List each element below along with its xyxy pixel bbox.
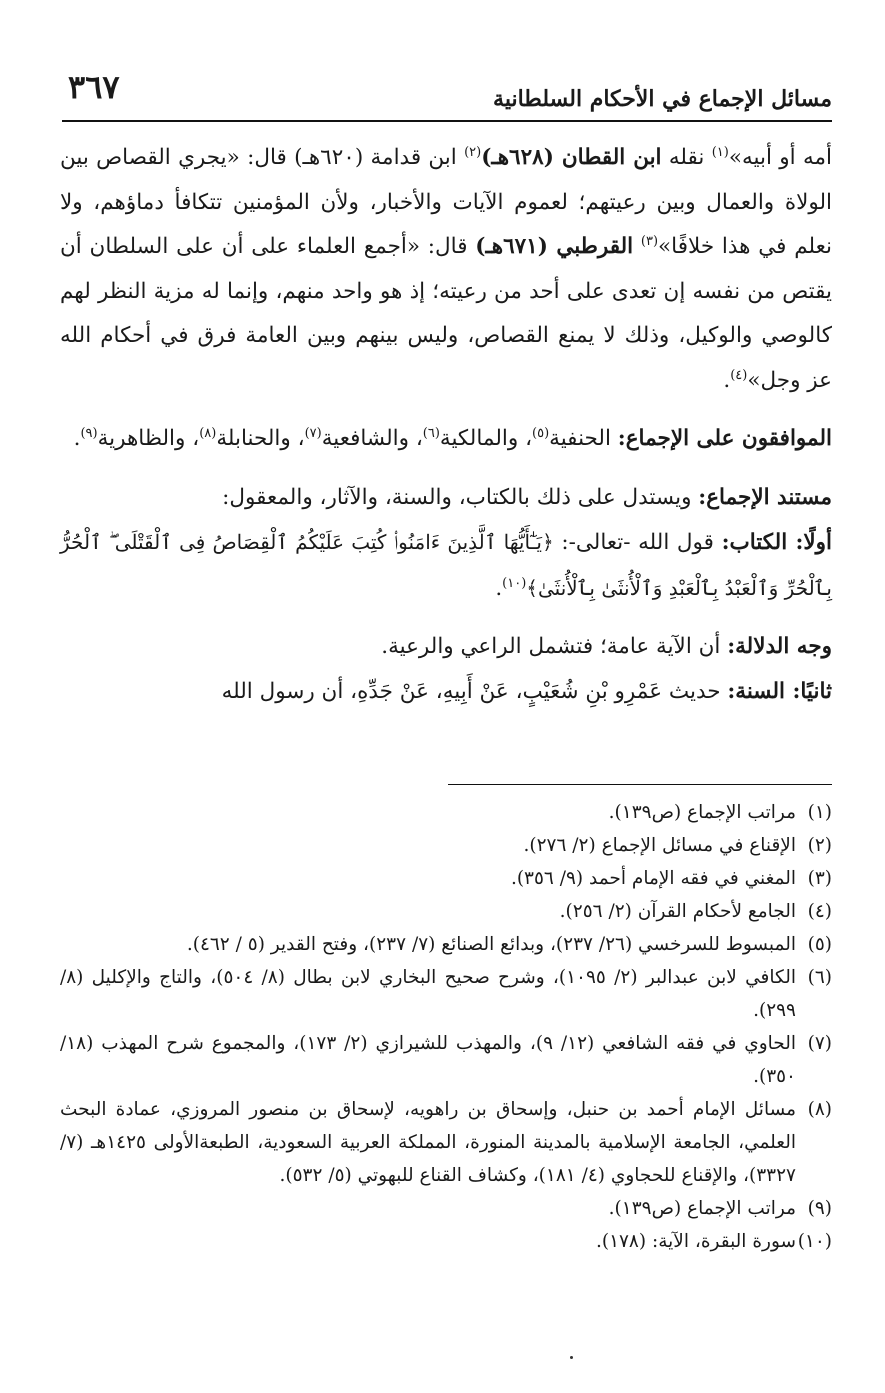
- footnote-number: (٧): [807, 1033, 832, 1054]
- footnote-item: [60, 1192, 832, 1225]
- footnote-text: الجامع لأحكام القرآن (٢/ ٢٥٦).: [559, 901, 796, 922]
- footnote-number: (٦): [807, 967, 832, 988]
- footnote-text: مراتب الإجماع (ص١٣٩).: [608, 802, 796, 823]
- page-number: ٣٦٧: [68, 68, 120, 106]
- section-heading: الموافقون على الإجماع:: [617, 426, 832, 451]
- footnote-item: [60, 829, 832, 862]
- scholar-name: القرطبي (٦٧١هـ): [475, 234, 634, 259]
- footnote-number: (١٠): [797, 1231, 832, 1252]
- footnote-ref: (١٠): [502, 575, 527, 591]
- footnote-item: [60, 895, 832, 928]
- footnote-ref: (٧): [304, 425, 322, 441]
- paragraph-evidence: وجه الدلالة: أن الآية عامة؛ فتشمل الراعي والرعية.: [381, 634, 832, 659]
- footnote-item: [60, 1093, 832, 1192]
- footnote-ref: (٤): [730, 367, 748, 383]
- paragraph-quran: أولًا: الكتاب: قول الله -تعالى-: ﴿يَـٰٓأَيُّهَا ٱلَّذِينَ ءَامَنُوا۟ كُتِبَ عَلَيْكُمُ ٱلْقِصَاصُ فِى ٱلْقَتْلَى ۖ ٱلْحُرُّ بِٱلْحُرِّ وَٱلْعَبْدُ بِٱلْعَبْدِ وَٱلْأُنثَىٰ بِٱلْأُنثَىٰ﴾$^{(١٠)}$.: [60, 530, 833, 601]
- footnote-ref: (٨): [199, 425, 217, 441]
- section-heading: ثانيًا: السنة:: [727, 678, 832, 704]
- section-heading: وجه الدلالة:: [727, 634, 832, 659]
- footnote-item: [60, 928, 832, 961]
- footnote-number: (٨): [807, 1099, 832, 1120]
- footnote-ref: (٢): [464, 144, 482, 160]
- footnote-number: (٥): [807, 934, 832, 955]
- footnote-text: مسائل الإمام أحمد بن حنبل، وإسحاق بن راهويه، لإسحاق بن منصور المروزي، عمادة البحث العلمي، الجامعة الإسلامية بالمدينة المنورة، المملكة العربية السعودية، الطبعةالأولى ١٤٢٥هـ (٧/ ٣٣٢٧)، والإقناع للحجاوي (٤/ ١٨١)، وكشاف القناع للبهوتي (٥/ ٥٣٢).: [60, 1099, 797, 1186]
- footnotes: [60, 796, 832, 1258]
- running-title: مسائل الإجماع في الأحكام السلطانية: [493, 86, 832, 112]
- footnote-number: (٤): [807, 901, 832, 922]
- footnote-text: مراتب الإجماع (ص١٣٩).: [608, 1198, 796, 1219]
- footnote-item: [60, 862, 832, 895]
- quran-verse: ﴿يَـٰٓأَيُّهَا ٱلَّذِينَ ءَامَنُوا۟ كُتِبَ عَلَيْكُمُ ٱلْقِصَاصُ فِى ٱلْقَتْلَى ۖ ٱلْحُرُّ بِٱلْحُرِّ وَٱلْعَبْدُ بِٱلْعَبْدِ وَٱلْأُنثَىٰ بِٱلْأُنثَىٰ﴾: [60, 530, 832, 600]
- footnote-item: [60, 1225, 832, 1258]
- footnote-item: [60, 1027, 832, 1093]
- paragraph-ijma-quotes: أمه أو أبيه»$^{(١)}$ نقله ابن القطان (٦٢٨هـ)$^{(٢)}$ ابن قدامة (٦٢٠هـ) قال: «يجري القصاص بين الولاة والعمال وبين رعيتهم؛ لعموم الآيات والأخبار، ولأن المؤمنين تتكافأ دماؤهم، ولا نعلم في هذا خلافًا»$^{(٣)}$ القرطبي (٦٧١هـ) قال: «أجمع العلماء على أن على السلطان أن يقتص من نفسه إن تعدى على أحد من رعيته؛ إذ هو واحد منهم، وإنما له مزية النظر لهم كالوصي والوكيل، وذلك لا يمنع القصاص، وليس بينهم وبين العامة فرق في أحكام الله عز وجل»$^{(٤)}$.: [60, 144, 833, 393]
- footnote-divider: [448, 784, 832, 785]
- section-heading: مستند الإجماع:: [698, 484, 832, 510]
- footnote-text: الحاوي في فقه الشافعي (١٢/ ٩)، والمهذب للشيرازي (٢/ ١٧٣)، والمجموع شرح المهذب (١٨/ ٣٥٠).: [60, 1033, 797, 1087]
- footnote-number: (١): [807, 802, 832, 823]
- footnote-number: (٣): [807, 868, 832, 889]
- footnote-item: [60, 796, 832, 829]
- footnote-ref: (٥): [532, 425, 550, 441]
- running-header: [62, 64, 832, 116]
- footnote-text: الكافي لابن عبدالبر (٢/ ١٠٩٥)، وشرح صحيح البخاري لابن بطال (٨/ ٥٠٤)، والتاج والإكليل (٨/ ٢٩٩).: [60, 967, 796, 1021]
- footnote-text: المبسوط للسرخسي (٢٦/ ٢٣٧)، وبدائع الصنائع (٧/ ٢٣٧)، وفتح القدير (٥ / ٤٦٢).: [186, 934, 796, 955]
- footnote-number: (٢): [807, 835, 832, 856]
- footnote-ref: (٣): [640, 233, 659, 249]
- paragraph-basis: مستند الإجماع: ويستدل على ذلك بالكتاب، والسنة، والآثار، والمعقول:: [222, 484, 832, 510]
- footnote-item: [60, 961, 832, 1027]
- main-text: [60, 136, 832, 714]
- print-speck: [570, 1356, 573, 1359]
- footnote-text: سورة البقرة، الآية: (١٧٨).: [595, 1231, 796, 1252]
- footnote-ref: (٩): [80, 425, 98, 441]
- paragraph-sunnah: ثانيًا: السنة: حديث عَمْرِو بْنِ شُعَيْبٍ، عَنْ أَبِيهِ، عَنْ جَدِّهِ، أن رسول الله: [221, 678, 832, 704]
- footnote-ref: (٦): [422, 425, 440, 441]
- footnote-text: المغني في فقه الإمام أحمد (٩/ ٣٥٦).: [510, 868, 796, 889]
- scholar-name: ابن القطان (٦٢٨هـ): [481, 145, 662, 170]
- footnote-number: (٩): [807, 1198, 832, 1219]
- section-heading: أولًا: الكتاب:: [721, 530, 833, 555]
- footnote-text: الإقناع في مسائل الإجماع (٢/ ٢٧٦).: [523, 835, 796, 856]
- paragraph-concurring-schools: الموافقون على الإجماع: الحنفية$^{(٥)}$، والمالكية$^{(٦)}$، والشافعية$^{(٧)}$، والحنابلة$^{(٨)}$، والظاهرية$^{(٩)}$.: [73, 425, 832, 451]
- footnote-ref: (١): [711, 144, 729, 160]
- header-divider: [62, 120, 832, 122]
